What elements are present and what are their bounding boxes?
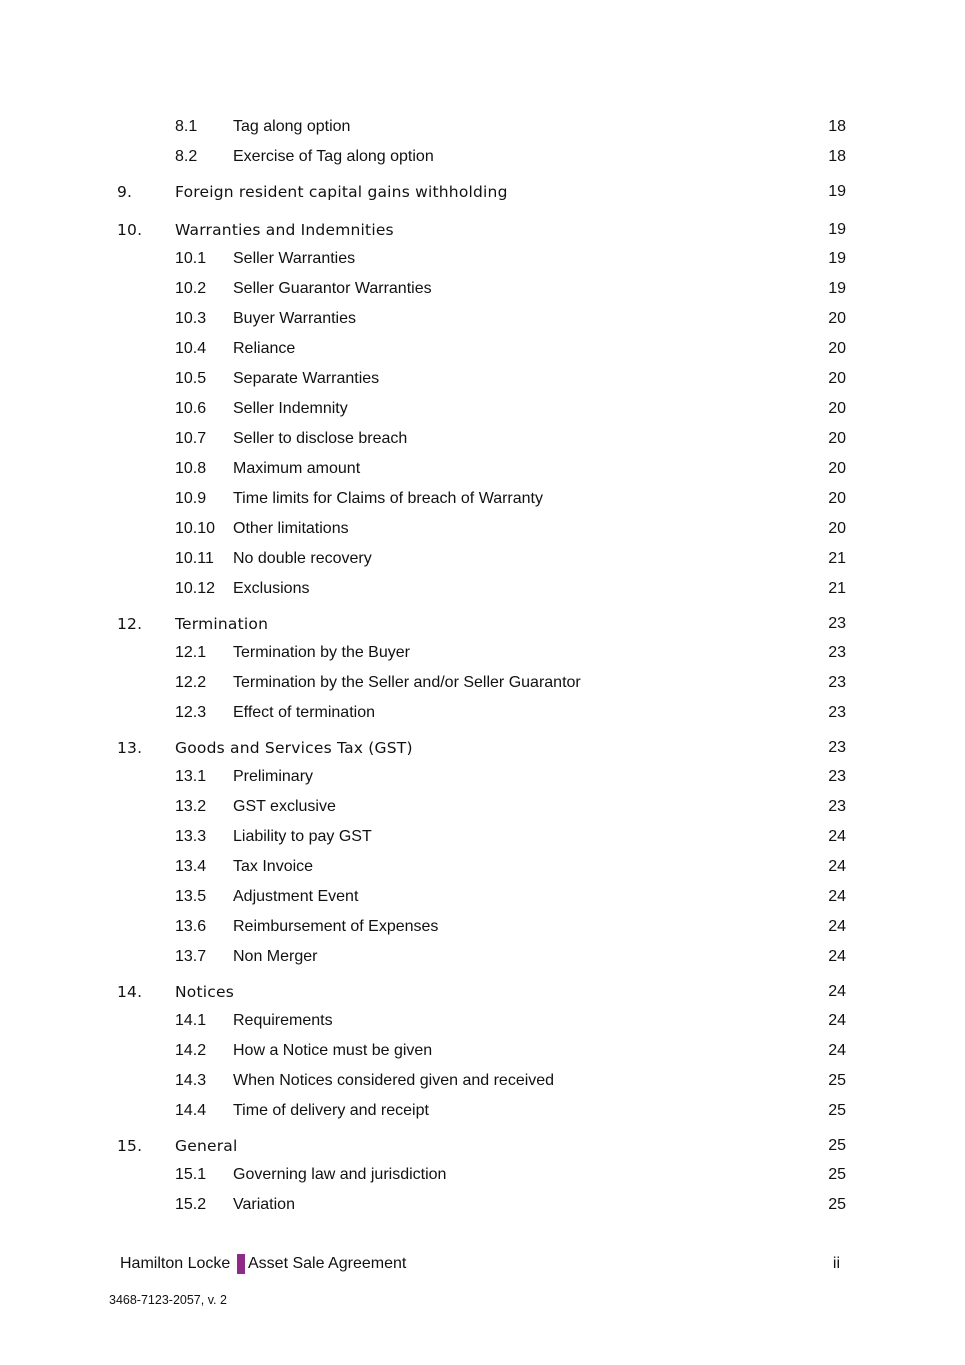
toc-entry-title: Other limitations: [233, 520, 349, 537]
toc-entry-page: 23: [828, 768, 846, 785]
toc-entry-title: Separate Warranties: [233, 370, 380, 387]
toc-section-entry[interactable]: [0, 974, 965, 1010]
toc-entry-number: 13.6: [175, 918, 207, 935]
toc-entry-page: 23: [828, 615, 846, 632]
toc-entry-number: 8.1: [175, 118, 198, 135]
toc-entry-number: 10.4: [175, 340, 207, 357]
toc-entry-page: 20: [828, 460, 846, 477]
toc-entry-title: Effect of termination: [233, 704, 375, 721]
toc-entry-title: GST exclusive: [233, 798, 336, 815]
toc-subsection-entry[interactable]: [0, 1096, 965, 1126]
toc-section-entry[interactable]: [0, 1128, 965, 1164]
toc-entry-number: 14.1: [175, 1012, 207, 1029]
toc-entry-page: 24: [828, 983, 846, 1000]
toc-entry-page: 25: [828, 1196, 846, 1213]
toc-entry-number: 13.5: [175, 888, 207, 905]
toc-entry-number: 9.: [117, 183, 133, 201]
toc-entry-title: Termination by the Seller and/or Seller Guarantor: [233, 674, 581, 691]
toc-entry-page: 20: [828, 340, 846, 357]
toc-entry-number: 13.2: [175, 798, 207, 815]
toc-entry-title: Maximum amount: [233, 460, 361, 477]
toc-entry-page: 20: [828, 310, 846, 327]
toc-entry-title: How a Notice must be given: [233, 1042, 433, 1059]
toc-entry-number: 10.1: [175, 250, 207, 267]
toc-subsection-entry[interactable]: [0, 912, 965, 942]
toc-entry-title: Exercise of Tag along option: [233, 148, 434, 165]
toc-subsection-entry[interactable]: [0, 454, 965, 484]
toc-entry-number: 13.3: [175, 828, 207, 845]
toc-subsection-entry[interactable]: [0, 274, 965, 304]
toc-entry-title: Notices: [175, 983, 234, 1001]
toc-entry-page: 25: [828, 1137, 846, 1154]
toc-entry-page: 23: [828, 739, 846, 756]
toc-entry-title: Seller Guarantor Warranties: [233, 280, 432, 297]
toc-entry-title: General: [175, 1137, 238, 1155]
table-of-contents: [0, 112, 965, 1220]
toc-entry-title: Warranties and Indemnities: [175, 221, 394, 239]
toc-entry-number: 14.3: [175, 1072, 207, 1089]
toc-subsection-entry[interactable]: [0, 514, 965, 544]
toc-entry-number: 10.10: [175, 520, 216, 537]
document-reference: 3468-7123-2057, v. 2: [109, 1293, 227, 1307]
toc-entry-title: Exclusions: [233, 580, 310, 597]
footer-document-title: Asset Sale Agreement: [248, 1255, 407, 1272]
toc-entry-number: 10.9: [175, 490, 207, 507]
toc-entry-title: Tag along option: [233, 118, 351, 135]
toc-entry-page: 18: [828, 118, 846, 135]
toc-entry-page: 21: [828, 580, 846, 597]
toc-entry-page: 23: [828, 704, 846, 721]
toc-entry-page: 24: [828, 948, 846, 965]
toc-subsection-entry[interactable]: [0, 1036, 965, 1066]
toc-entry-number: 12.2: [175, 674, 207, 691]
toc-entry-number: 10.2: [175, 280, 207, 297]
toc-entry-number: 14.: [117, 983, 143, 1001]
toc-entry-number: 10.8: [175, 460, 207, 477]
toc-entry-page: 19: [828, 183, 846, 200]
toc-entry-title: Tax Invoice: [233, 858, 314, 875]
toc-entry-number: 10.7: [175, 430, 207, 447]
toc-entry-number: 10.11: [175, 550, 214, 567]
toc-entry-page: 23: [828, 674, 846, 691]
toc-entry-page: 24: [828, 828, 846, 845]
toc-entry-title: Reimbursement of Expenses: [233, 918, 439, 935]
toc-entry-title: Termination: [175, 615, 269, 633]
toc-entry-title: Foreign resident capital gains withholding: [175, 183, 508, 201]
toc-subsection-entry[interactable]: [0, 852, 965, 882]
toc-entry-number: 10.5: [175, 370, 207, 387]
toc-entry-number: 12.1: [175, 644, 207, 661]
toc-entry-title: Liability to pay GST: [233, 828, 372, 845]
toc-entry-page: 25: [828, 1102, 846, 1119]
toc-entry-number: 13.7: [175, 948, 207, 965]
toc-entry-title: Governing law and jurisdiction: [233, 1166, 447, 1183]
toc-subsection-entry[interactable]: [0, 142, 965, 172]
toc-entry-page: 18: [828, 148, 846, 165]
toc-subsection-entry[interactable]: [0, 1066, 965, 1096]
toc-subsection-entry[interactable]: [0, 394, 965, 424]
toc-subsection-entry[interactable]: [0, 1006, 965, 1036]
toc-entry-page: 20: [828, 490, 846, 507]
toc-subsection-entry[interactable]: [0, 112, 965, 142]
toc-section-entry[interactable]: [0, 730, 965, 766]
toc-entry-page: 24: [828, 888, 846, 905]
toc-subsection-entry[interactable]: [0, 1190, 965, 1220]
toc-subsection-entry[interactable]: [0, 334, 965, 364]
toc-subsection-entry[interactable]: [0, 244, 965, 274]
toc-subsection-entry[interactable]: [0, 1160, 965, 1190]
toc-entry-page: 24: [828, 1012, 846, 1029]
toc-entry-number: 13.1: [175, 768, 207, 785]
toc-entry-page: 25: [828, 1166, 846, 1183]
toc-entry-number: 10.12: [175, 580, 216, 597]
toc-entry-page: 23: [828, 798, 846, 815]
toc-entry-title: Buyer Warranties: [233, 310, 356, 327]
toc-entry-number: 13.4: [175, 858, 207, 875]
toc-subsection-entry[interactable]: [0, 762, 965, 792]
toc-section-entry[interactable]: [0, 212, 965, 248]
toc-entry-page: 24: [828, 918, 846, 935]
toc-entry-page: 25: [828, 1072, 846, 1089]
toc-entry-title: Requirements: [233, 1012, 333, 1029]
toc-subsection-entry[interactable]: [0, 364, 965, 394]
toc-entry-page: 24: [828, 858, 846, 875]
toc-entry-page: 20: [828, 370, 846, 387]
toc-subsection-entry[interactable]: [0, 304, 965, 334]
toc-entry-title: Preliminary: [233, 768, 314, 785]
toc-entry-page: 24: [828, 1042, 846, 1059]
toc-entry-number: 10.3: [175, 310, 207, 327]
footer-firm-name: Hamilton Locke: [120, 1255, 231, 1272]
toc-entry-page: 19: [828, 280, 846, 297]
toc-subsection-entry[interactable]: [0, 668, 965, 698]
toc-entry-number: 13.: [117, 739, 143, 757]
footer-page-number: ii: [832, 1255, 840, 1272]
toc-entry-number: 14.2: [175, 1042, 207, 1059]
toc-entry-page: 20: [828, 520, 846, 537]
toc-entry-page: 23: [828, 644, 846, 661]
toc-subsection-entry[interactable]: [0, 882, 965, 912]
toc-entry-title: Reliance: [233, 340, 296, 357]
toc-section-entry[interactable]: [0, 174, 965, 210]
toc-entry-number: 14.4: [175, 1102, 207, 1119]
toc-subsection-entry[interactable]: [0, 792, 965, 822]
toc-subsection-entry[interactable]: [0, 544, 965, 574]
toc-subsection-entry[interactable]: [0, 484, 965, 514]
toc-entry-number: 15.1: [175, 1166, 207, 1183]
toc-subsection-entry[interactable]: [0, 638, 965, 668]
toc-entry-title: Variation: [233, 1196, 295, 1213]
toc-entry-title: When Notices considered given and received: [233, 1072, 555, 1089]
toc-entry-title: Time limits for Claims of breach of Warranty: [233, 490, 543, 507]
toc-entry-title: Non Merger: [233, 948, 318, 965]
toc-subsection-entry[interactable]: [0, 698, 965, 728]
footer-brand-bar: [237, 1254, 245, 1274]
toc-entry-title: Seller Indemnity: [233, 400, 348, 417]
toc-entry-page: 19: [828, 221, 846, 238]
page-footer: [120, 1253, 846, 1275]
toc-subsection-entry[interactable]: [0, 574, 965, 604]
toc-entry-title: Seller to disclose breach: [233, 430, 408, 447]
toc-subsection-entry[interactable]: [0, 424, 965, 454]
toc-entry-number: 15.: [117, 1137, 143, 1155]
toc-entry-title: Adjustment Event: [233, 888, 359, 905]
toc-entry-number: 12.: [117, 615, 143, 633]
toc-subsection-entry[interactable]: [0, 942, 965, 972]
toc-entry-page: 20: [828, 400, 846, 417]
toc-entry-title: Termination by the Buyer: [233, 644, 410, 661]
toc-subsection-entry[interactable]: [0, 822, 965, 852]
toc-entry-title: Seller Warranties: [233, 250, 356, 267]
toc-entry-title: Time of delivery and receipt: [233, 1102, 429, 1119]
toc-entry-number: 10.6: [175, 400, 207, 417]
toc-entry-number: 8.2: [175, 148, 198, 165]
toc-entry-page: 20: [828, 430, 846, 447]
toc-entry-number: 15.2: [175, 1196, 207, 1213]
toc-entry-page: 19: [828, 250, 846, 267]
toc-entry-title: Goods and Services Tax (GST): [175, 739, 413, 757]
toc-section-entry[interactable]: [0, 606, 965, 642]
toc-entry-title: No double recovery: [233, 550, 372, 567]
toc-entry-page: 21: [828, 550, 846, 567]
toc-entry-number: 10.: [117, 221, 143, 239]
toc-entry-number: 12.3: [175, 704, 207, 721]
